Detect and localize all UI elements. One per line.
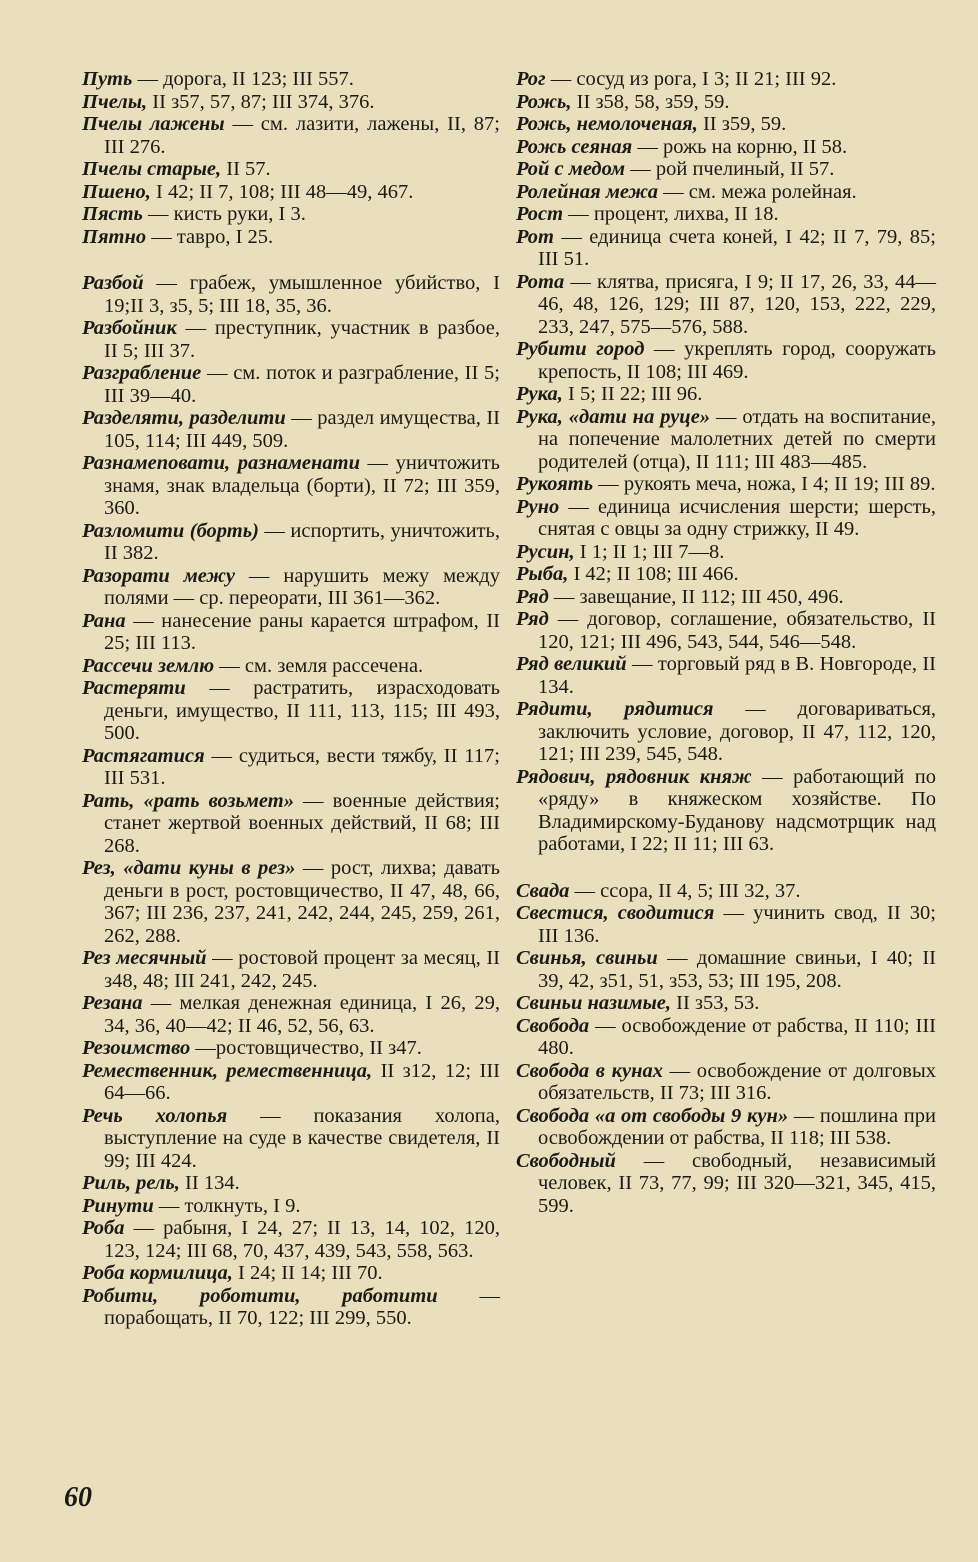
entry-headword: Путь bbox=[82, 68, 133, 90]
index-entry bbox=[82, 68, 500, 91]
entry-definition: — единица исчисления шерсти; шерсть, снятая с овцы за одну стрижку, II 49. bbox=[538, 495, 936, 540]
entry-headword: Разграбление bbox=[82, 362, 202, 384]
entry-headword: Пчелы старые, bbox=[82, 158, 222, 180]
index-entry bbox=[516, 541, 936, 564]
index-entry bbox=[82, 1037, 500, 1060]
entry-headword: Рожь сеяная bbox=[516, 135, 633, 158]
index-entry bbox=[82, 203, 500, 226]
entry-headword: Руно bbox=[516, 495, 560, 518]
entry-headword: Растеряти bbox=[82, 677, 186, 699]
entry-definition: — сосуд из рога, I 3; II 21; III 92. bbox=[545, 68, 837, 90]
index-entry bbox=[82, 362, 500, 407]
entry-definition: II 57. bbox=[221, 158, 271, 180]
index-entry bbox=[516, 698, 936, 766]
entry-definition: II 134. bbox=[179, 1172, 240, 1194]
entry-definition: — рабыня, I 24, 27; II 13, 14, 102, 120, 123, 124; III 68, 70, 437, 439, 543, 558, 563. bbox=[104, 1217, 500, 1262]
entry-definition: — см. поток и разграбление, II 5; III 39—40. bbox=[104, 362, 500, 407]
entry-headword: Ряд великий bbox=[516, 653, 627, 675]
index-entry bbox=[82, 655, 500, 678]
index-entry bbox=[516, 271, 936, 339]
entry-definition: — договор, соглашение, обязательство, II 120, 121; III 496, 543, 544, 546—548. bbox=[538, 608, 936, 653]
entry-headword: Разорати межу bbox=[82, 564, 235, 587]
entry-definition: — единица счета коней, I 42; II 7, 79, 85; III 51. bbox=[538, 225, 936, 270]
entry-headword: Свиньи назимые, bbox=[516, 992, 672, 1014]
entry-definition: — показания холопа, выступление на суде в качестве свидетеля, II 99; III 424. bbox=[104, 1104, 500, 1172]
entry-headword: Свобода bbox=[516, 1014, 590, 1037]
entry-definition: — см. земля рассечена. bbox=[214, 654, 424, 677]
entry-definition: — судиться, вести тяжбу, II 117; III 531. bbox=[104, 744, 500, 789]
index-entry bbox=[516, 113, 936, 136]
index-entry bbox=[82, 1217, 500, 1262]
entry-headword: Ролейная межа bbox=[516, 180, 658, 203]
entry-headword: Рыба, bbox=[516, 563, 569, 585]
index-entry bbox=[82, 1262, 500, 1285]
index-entry bbox=[82, 520, 500, 565]
entry-headword: Пшено, bbox=[82, 180, 151, 203]
index-entry bbox=[516, 608, 936, 653]
entry-headword: Риль, рель, bbox=[82, 1172, 180, 1194]
entry-headword: Свобода «а от свободы 9 кун» bbox=[516, 1104, 789, 1127]
index-entry bbox=[516, 766, 936, 856]
entry-headword: Роба кормилица, bbox=[82, 1262, 233, 1284]
entry-definition: II з12, 12; III 64—66. bbox=[104, 1059, 500, 1104]
left-column bbox=[82, 68, 500, 1330]
entry-definition: II з53, 53. bbox=[671, 992, 760, 1014]
entry-definition: — процент, лихва, II 18. bbox=[563, 203, 779, 225]
entry-definition: — рожь на корню, II 58. bbox=[632, 135, 848, 158]
entry-headword: Свободный bbox=[516, 1149, 616, 1172]
entry-definition: I 42; II 108; III 466. bbox=[568, 563, 739, 585]
index-entry bbox=[516, 1015, 936, 1060]
entry-definition: — преступник, участник в разбое, II 5; III 37. bbox=[104, 317, 500, 362]
index-entry bbox=[516, 947, 936, 992]
entry-headword: Ремественник, ремественница, bbox=[82, 1059, 373, 1082]
entry-definition: — свободный, независимый человек, II 73, 77, 99; III 320—321, 345, 415, 599. bbox=[538, 1149, 936, 1217]
index-entry bbox=[82, 181, 500, 204]
entry-headword: Растягатися bbox=[82, 744, 205, 767]
entry-definition: — пошлина при освобождении от рабства, II 118; III 538. bbox=[538, 1104, 937, 1149]
entry-headword: Пчелы лажены bbox=[82, 113, 225, 135]
entry-headword: Разнамеповати, разнаменати bbox=[82, 452, 360, 474]
entry-headword: Свестися, сводитися bbox=[516, 902, 715, 924]
entry-headword: Пчелы, bbox=[82, 90, 148, 113]
page-number: 60 bbox=[64, 1482, 92, 1513]
entry-headword: Ринути bbox=[82, 1194, 154, 1217]
entry-headword: Рубити город bbox=[516, 338, 645, 360]
section-gap bbox=[82, 248, 500, 272]
entry-definition: — мелкая денежная единица, I 26, 29, 34, 36, 40—42; II 46, 52, 56, 63. bbox=[104, 992, 500, 1037]
entry-definition: I 1; II 1; III 7—8. bbox=[574, 540, 725, 563]
index-entry bbox=[516, 1150, 936, 1218]
entry-headword: Рост bbox=[516, 203, 564, 225]
entry-definition: — работающий по «ряду» в княжеском хозяйстве. По Владимирскому-Буданову надсмотрщик над работами, I 22; II 11; III 63. bbox=[538, 765, 936, 855]
index-entry bbox=[516, 473, 936, 496]
index-entry bbox=[82, 677, 500, 745]
index-entry bbox=[82, 1172, 500, 1195]
index-entry bbox=[82, 113, 500, 158]
entry-headword: Рог bbox=[516, 68, 546, 90]
entry-headword: Разбойник bbox=[82, 317, 177, 339]
entry-headword: Рой с медом bbox=[516, 158, 626, 180]
entry-headword: Роба bbox=[82, 1217, 125, 1239]
entry-definition: — ссора, II 4, 5; III 32, 37. bbox=[569, 879, 801, 902]
entry-definition: — испортить, уничтожить, II 382. bbox=[104, 519, 500, 564]
entry-headword: Резоимство bbox=[82, 1037, 191, 1059]
entry-headword: Пясть bbox=[82, 203, 143, 225]
index-entry bbox=[516, 1060, 936, 1105]
entry-headword: Ряд bbox=[516, 585, 549, 608]
entry-headword: Робити, роботити, работити bbox=[82, 1284, 438, 1307]
index-entry bbox=[516, 586, 936, 609]
entry-definition: —ростовщичество, II з47. bbox=[190, 1037, 422, 1059]
entry-headword: Рана bbox=[82, 609, 126, 632]
index-entry bbox=[516, 338, 936, 383]
index-entry bbox=[82, 158, 500, 181]
index-entry bbox=[516, 158, 936, 181]
index-entry bbox=[516, 226, 936, 271]
entry-headword: Свинья, свиньи bbox=[516, 947, 658, 969]
entry-definition: — укреплять город, сооружать крепость, II 108; III 469. bbox=[538, 338, 936, 383]
entry-headword: Рожь, bbox=[516, 90, 572, 113]
entry-definition: — торговый ряд в В. Новгороде, II 134. bbox=[538, 653, 936, 698]
entry-headword: Рез месячный bbox=[82, 947, 207, 969]
entry-headword: Рядович, рядовник княж bbox=[516, 765, 752, 788]
right-column bbox=[516, 68, 936, 1217]
entry-headword: Рука, bbox=[516, 383, 563, 405]
entry-definition: I 5; II 22; III 96. bbox=[562, 383, 703, 405]
index-entry bbox=[82, 565, 500, 610]
entry-definition: — см. межа ролейная. bbox=[658, 180, 857, 203]
index-entry bbox=[82, 226, 500, 249]
entry-headword: Рожь, немолоченая, bbox=[516, 113, 698, 135]
entry-definition: I 42; II 7, 108; III 48—49, 467. bbox=[150, 180, 414, 203]
entry-headword: Разбой bbox=[82, 272, 144, 294]
index-entry bbox=[516, 992, 936, 1015]
entry-definition: — завещание, II 112; III 450, 496. bbox=[548, 585, 844, 608]
index-entry bbox=[516, 496, 936, 541]
index-entry bbox=[82, 947, 500, 992]
entry-definition: — освобождение от долговых обязательств, II 73; III 316. bbox=[538, 1059, 937, 1104]
index-entry bbox=[82, 610, 500, 655]
index-entry bbox=[82, 272, 500, 317]
entry-headword: Разломити (борть) bbox=[82, 519, 259, 542]
entry-definition: I 24; II 14; III 70. bbox=[232, 1262, 383, 1284]
index-entry bbox=[82, 1285, 500, 1330]
entry-definition: — дорога, II 123; III 557. bbox=[132, 68, 354, 90]
entry-definition: — военные действия; станет жертвой военных действий, II 68; III 268. bbox=[104, 789, 500, 857]
entry-definition: — рукоять меча, ножа, I 4; II 19; III 89. bbox=[593, 473, 936, 495]
entry-definition: — рост, лихва; давать деньги в рост, ростовщичество, II 47, 48, 66, 367; III 236, 237, 241, 242, 244, 245, 259, 261, 262, 288. bbox=[104, 857, 500, 947]
entry-definition: II з57, 57, 87; III 374, 376. bbox=[147, 90, 375, 113]
entry-headword: Свада bbox=[516, 879, 570, 902]
entry-definition: — уничтожить знамя, знак владельца (борти), II 72; III 359, 360. bbox=[104, 452, 501, 519]
entry-definition: — толкнуть, I 9. bbox=[153, 1194, 301, 1217]
entry-headword: Рать, «рать возьмет» bbox=[82, 789, 294, 812]
entry-headword: Рота bbox=[516, 270, 565, 293]
index-entry bbox=[82, 317, 500, 362]
entry-definition: II з59, 59. bbox=[697, 113, 787, 135]
entry-definition: — порабощать, II 70, 122; III 299, 550. bbox=[104, 1284, 500, 1329]
entry-headword: Рез, «дати куны в рез» bbox=[82, 857, 296, 879]
entry-definition: II з58, 58, з59, 59. bbox=[571, 90, 730, 113]
entry-definition: — см. лазити, лажены, II, 87; III 276. bbox=[104, 113, 500, 158]
entry-definition: — нарушить межу между полями — ср. переорати, III 361—362. bbox=[104, 564, 500, 609]
index-entry bbox=[82, 407, 500, 452]
entry-definition: — нанесение раны карается штрафом, II 25; III 113. bbox=[104, 609, 500, 654]
index-entry bbox=[516, 880, 936, 903]
entry-definition: — освобождение от рабства, II 110; III 480. bbox=[538, 1014, 936, 1059]
index-entry bbox=[82, 790, 500, 858]
entry-headword: Ряд bbox=[516, 608, 549, 630]
entry-headword: Рука, «дати на руце» bbox=[516, 405, 711, 428]
index-entry bbox=[516, 1105, 936, 1150]
entry-headword: Рядити, рядитися bbox=[516, 698, 714, 720]
index-entry bbox=[82, 91, 500, 114]
entry-headword: Рукоять bbox=[516, 473, 594, 495]
entry-headword: Русин, bbox=[516, 540, 575, 563]
index-entry bbox=[516, 653, 936, 698]
index-entry bbox=[516, 136, 936, 159]
entry-definition: — домашние свиньи, I 40; II 39, 42, з51, 51, з53, 53; III 195, 208. bbox=[538, 947, 937, 992]
entry-definition: — клятва, присяга, I 9; II 17, 26, 33, 44—46, 48, 126, 129; III 87, 120, 153, 222, 229, 233, 247, 575—576, 588. bbox=[538, 270, 936, 338]
entry-definition: — растратить, израсходовать деньги, имущество, II 111, 113, 115; III 493, 500. bbox=[104, 677, 500, 744]
index-entry bbox=[516, 181, 936, 204]
index-entry bbox=[82, 857, 500, 947]
index-entry bbox=[82, 1060, 500, 1105]
entry-definition: — грабеж, умышленное убийство, I 19;II 3, з5, 5; III 18, 35, 36. bbox=[104, 272, 500, 317]
section-gap bbox=[516, 856, 936, 880]
index-entry bbox=[82, 1105, 500, 1173]
index-entry bbox=[516, 91, 936, 114]
entry-definition: — учинить свод, II 30; III 136. bbox=[538, 902, 936, 947]
entry-definition: — ростовой процент за месяц, II з48, 48; III 241, 242, 245. bbox=[104, 947, 500, 992]
entry-definition: — отдать на воспитание, на попечение малолетних детей по смерти родителей (отца), II 111; III 483—485. bbox=[538, 405, 936, 473]
entry-headword: Рассечи землю bbox=[82, 654, 215, 677]
index-entry bbox=[516, 406, 936, 474]
index-entry bbox=[82, 745, 500, 790]
entry-definition: — рой пчелиный, II 57. bbox=[625, 158, 835, 180]
entry-definition: — кисть руки, I 3. bbox=[142, 203, 306, 225]
entry-headword: Речь холопья bbox=[82, 1104, 228, 1127]
entry-definition: — тавро, I 25. bbox=[146, 225, 274, 248]
index-entry bbox=[516, 563, 936, 586]
index-entry bbox=[516, 902, 936, 947]
entry-headword: Пятно bbox=[82, 225, 147, 248]
index-entry bbox=[516, 383, 936, 406]
entry-definition: — договариваться, заключить условие, договор, II 47, 112, 120, 121; III 239, 545, 548. bbox=[538, 698, 937, 765]
entry-definition: — раздел имущества, II 105, 114; III 449, 509. bbox=[104, 407, 500, 452]
entry-headword: Резана bbox=[82, 992, 143, 1014]
entry-headword: Разделяти, разделити bbox=[82, 407, 286, 429]
index-entry bbox=[516, 68, 936, 91]
entry-headword: Рот bbox=[516, 225, 554, 248]
index-entry bbox=[82, 452, 500, 520]
index-entry bbox=[82, 1195, 500, 1218]
index-entry bbox=[516, 203, 936, 226]
index-entry bbox=[82, 992, 500, 1037]
entry-headword: Свобода в кунах bbox=[516, 1059, 663, 1082]
